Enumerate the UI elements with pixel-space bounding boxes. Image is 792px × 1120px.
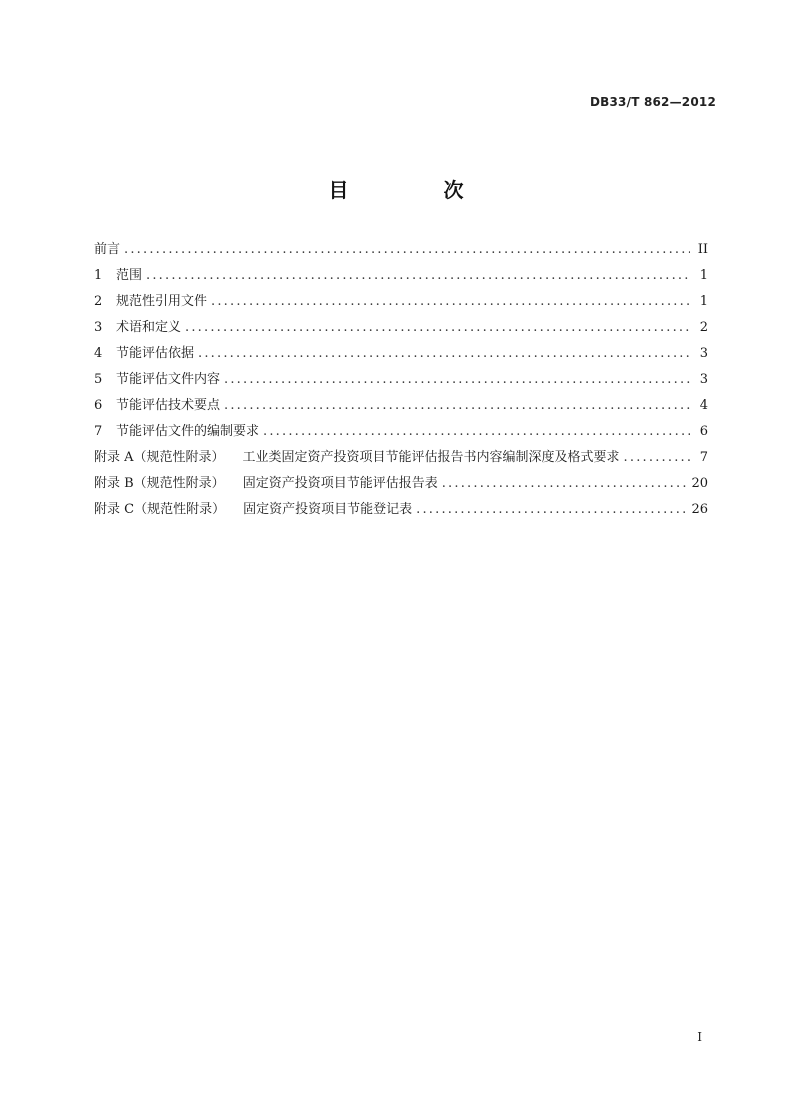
toc-entry-label: 前言 (94, 242, 121, 257)
page-title: 目 次 (328, 178, 508, 202)
toc-entry-foreword[interactable] (94, 238, 708, 264)
toc-entry-label: 术语和定义 (116, 320, 182, 335)
toc-appendix-prefix: 附录 C（规范性附录） (94, 502, 226, 517)
toc-leader-dots (416, 502, 687, 517)
toc-entry-number: 1 (94, 268, 103, 283)
toc-entry-page: 2 (699, 320, 708, 335)
toc-entry-page: 6 (699, 424, 708, 439)
toc-entry-label: 规范性引用文件 (116, 294, 208, 309)
toc-entry-label: 节能评估文件的编制要求 (116, 424, 260, 439)
toc-entry-label: 节能评估文件内容 (116, 372, 221, 387)
toc-entry-label: 节能评估技术要点 (116, 398, 221, 413)
toc-entry-3[interactable] (94, 316, 708, 342)
toc-leader-dots (624, 450, 690, 465)
toc-entry-label: 范围 (116, 268, 143, 283)
toc-leader-dots (198, 346, 690, 361)
toc-appendix-prefix: 附录 B（规范性附录） (94, 476, 225, 491)
toc-entry-page: 1 (699, 268, 708, 283)
toc-entry-page: II (697, 242, 708, 257)
toc-leader-dots (224, 372, 690, 387)
toc-leader-dots (146, 268, 690, 283)
toc-entry-1[interactable] (94, 264, 708, 290)
toc-entry-number: 7 (94, 424, 103, 439)
toc-entry-page: 3 (699, 346, 708, 361)
toc-entry-appendix-a[interactable] (94, 446, 708, 472)
toc-leader-dots (124, 242, 690, 257)
toc-appendix-prefix: 附录 A（规范性附录） (94, 450, 225, 465)
toc-entry-appendix-c[interactable] (94, 498, 708, 524)
document-code: DB33/T 862—2012 (590, 95, 716, 109)
page-number: I (697, 1030, 702, 1044)
toc-leader-dots (442, 476, 688, 491)
toc-entry-label: 节能评估依据 (116, 346, 195, 361)
toc-entry-label: 固定资产投资项目节能登记表 (243, 502, 413, 517)
toc-entry-number: 5 (94, 372, 103, 387)
toc-entry-page: 3 (699, 372, 708, 387)
toc-entry-number: 2 (94, 294, 103, 309)
toc-entry-page: 26 (691, 502, 708, 517)
toc-leader-dots (224, 398, 690, 413)
table-of-contents (94, 238, 708, 524)
toc-entry-4[interactable] (94, 342, 708, 368)
toc-entry-5[interactable] (94, 368, 708, 394)
toc-entry-page: 4 (699, 398, 708, 413)
toc-entry-7[interactable] (94, 420, 708, 446)
toc-entry-2[interactable] (94, 290, 708, 316)
toc-entry-page: 1 (699, 294, 708, 309)
toc-entry-6[interactable] (94, 394, 708, 420)
toc-entry-number: 3 (94, 320, 103, 335)
toc-entry-label: 固定资产投资项目节能评估报告表 (242, 476, 438, 491)
toc-leader-dots (185, 320, 690, 335)
toc-leader-dots (211, 294, 690, 309)
toc-entry-number: 4 (94, 346, 103, 361)
toc-entry-number: 6 (94, 398, 103, 413)
toc-entry-label: 工业类固定资产投资项目节能评估报告书内容编制深度及格式要求 (242, 450, 620, 465)
toc-entry-page: 20 (691, 476, 708, 491)
toc-entry-appendix-b[interactable] (94, 472, 708, 498)
toc-leader-dots (263, 424, 690, 439)
toc-entry-page: 7 (699, 450, 708, 465)
